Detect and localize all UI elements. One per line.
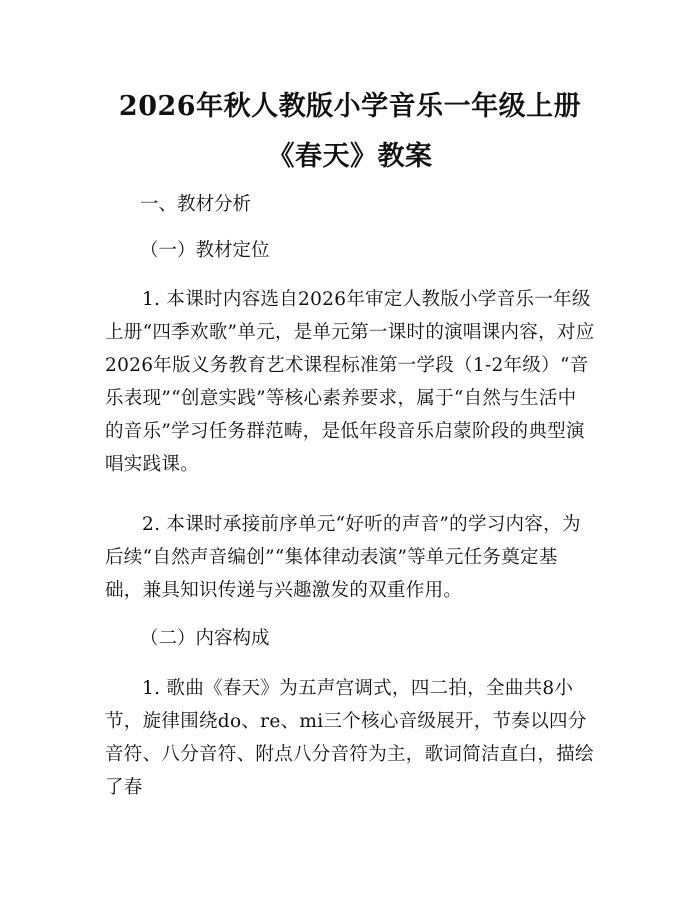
paragraph-1 bbox=[105, 283, 595, 481]
section-heading-teaching-material-analysis: 一、教材分析 bbox=[140, 194, 252, 215]
paragraph-3 bbox=[105, 672, 595, 804]
paragraph-1-text: 1. 本课时内容选自2026年审定人教版小学音乐一年级上册“四季欢歌”单元，是单元第一课时的演唱课内容，对应2026年版义务教育艺术课程标准第一学段（1-2年级）“音乐表现”“创意实践”等核心素养要求，属于“自然与生活中的音乐”学习任务群范畴，是低年段音乐启蒙阶段的典型演唱实践课。 bbox=[105, 289, 595, 475]
subsection-heading-content-composition: （二）内容构成 bbox=[140, 628, 270, 649]
paragraph-3-text: 1. 歌曲《春天》为五声宫调式，四二拍，全曲共8小节，旋律围绕do、re、mi三个核心音级展开，节奏以四分音符、八分音符、附点八分音符为主，歌词简洁直白，描绘了春 bbox=[105, 678, 594, 798]
document-title: 2026年秋人教版小学音乐一年级上册《春天》教案 bbox=[118, 91, 582, 172]
paragraph-2 bbox=[105, 508, 595, 607]
paragraph-2-text: 2. 本课时承接前序单元“好听的声音”的学习内容，为后续“自然声音编创”“集体律动表演”等单元任务奠定基础，兼具知识传递与兴趣激发的双重作用。 bbox=[105, 514, 581, 601]
subsection-heading-material-positioning: （一）教材定位 bbox=[140, 240, 270, 261]
